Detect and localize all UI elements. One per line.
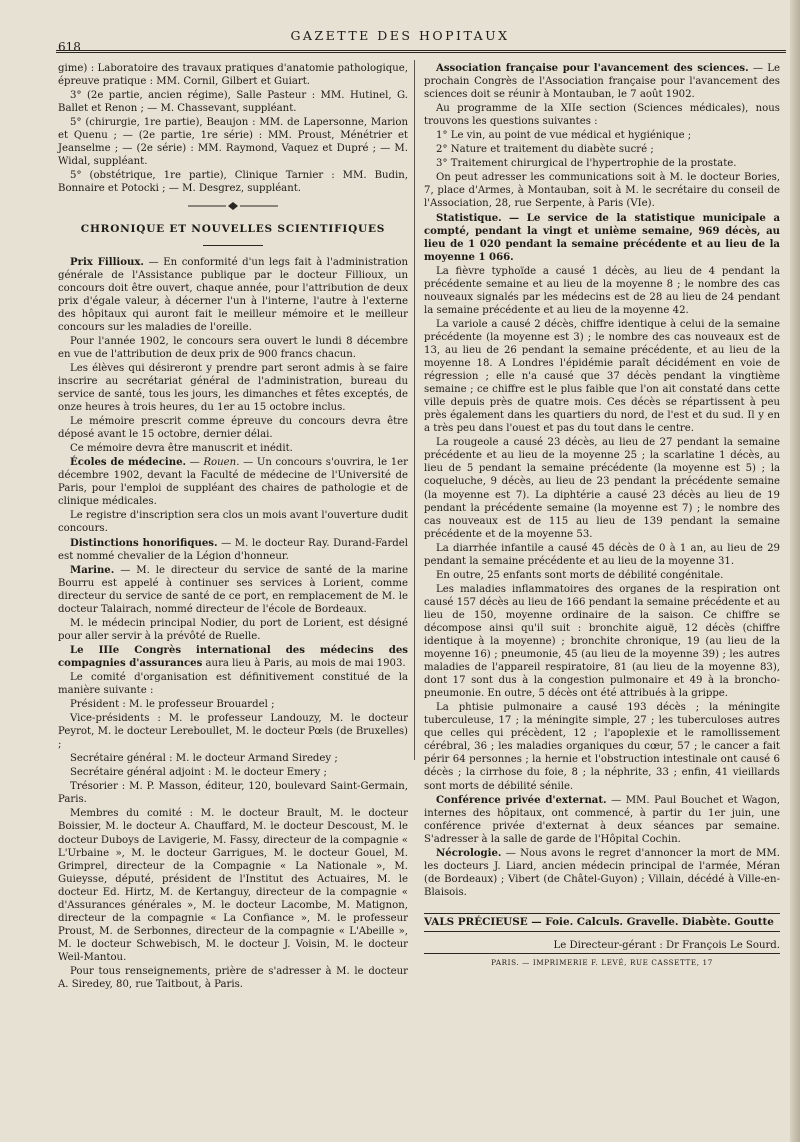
vals-advertisement: VALS PRÉCIEUSE — Foie. Calculs. Gravelle. Diabète. Goutte: [424, 913, 780, 932]
column-divider: [414, 60, 415, 760]
debilite-paragraph: En outre, 25 enfants sont morts de débilité congénitale.: [436, 569, 724, 581]
ecoles-text: — Un concours s'ouvrira, le 1er décembre 1902, devant la Faculté de médecine de l'Université de Paris, pour l'emploi de suppléant des chaires de pathologie et de clinique médicales.: [58, 457, 409, 508]
distinctions-heading: Distinctions honorifiques.: [70, 536, 218, 549]
section-rule: [203, 245, 263, 246]
prix-paragraph-2: Pour l'année 1902, le concours sera ouvert le lundi 8 décembre en vue de l'attribution de deux prix de 900 francs chacun.: [58, 335, 408, 360]
secretaire-adjoint-line: Secrétaire général adjoint : M. le docteur Emery ;: [70, 767, 327, 779]
ecoles-heading: Écoles de médecine.: [70, 456, 187, 469]
marine-text: — M. le directeur du service de santé de la marine Bourru est appelé à continuer ses services à Lorient, comme directeur du service de santé de ce port, en remplacement de M. le docteur Talairach, nommé directeur de l'école de Bordeaux.: [58, 564, 409, 615]
left-column: gime) : Laboratoire des travaux pratiques d'anatomie pathologique, épreuve pratique : MM. Cornil, Gilbert et Guiart. 3° (2e partie, ancien régime), Salle Pasteur : MM. Hutinel, G. Ballet et Renon ; — M. Chassevant, suppléant. 5° (chirurgie, 1re partie), Beaujon : MM. de Lapersonne, Marion et Quenu ; — (2e partie, 1re série) : MM. Proust, Ménétrier et Jeanselme ; — (2e série) : MM. Raymond, Vaquez et Dupré ; — M. Widal, suppléant. 5° (obstétrique, 1re partie), Clinique Tarnier : MM. Budin, Bonnaire et Potocki ; — M. Desgrez, suppléant. CHRONIQUE ET NOUVELLES SCIENTIFIQUES Prix Fillioux. — En conformité d'un legs fait à l'administration générale de l'Assistance publique par le docteur Fillioux, un concours doit être ouvert, chaque année, pour l'attribution de deux prix d'égale valeur, à décerner l'un à l'interne, l'autre à l'externe des hôpitaux qui auront fait le meilleur mémoire et le meilleur concours sur les maladies de l'oreille. Pour l'année 1902, le concours sera ouvert le lundi 8 décembre en vue de l'attribution de deux prix de 900 francs chacun. Les élèves qui désireront y prendre part seront admis à se faire inscrire au secrétariat général de l'administration, bureau du service de santé, tous les jours, les dimanches et fêtes exceptés, de onze heures à trois heures, du 1er au 15 octobre inclus. Le mémoire prescrit comme épreuve du concours devra être déposé avant le 15 octobre, dernier délai. Ce mémoire devra être manuscrit et inédit. Écoles de médecine. — Rouen. — Un concours s'ouvrira, le 1er décembre 1902, devant la Faculté de médecine de l'Université de Paris, pour l'emploi de suppléant des chaires de pathologie et de clinique médicales. Le registre d'inscription sera clos un mois avant l'ouverture dudit concours. Distinctions honorifiques. — M. le docteur Ray. Durand-Fardel est nommé chevalier de la Légion d'honneur. Marine. — M. le directeur du service de santé de la marine Bourru est appelé à continuer ses services à Lorient, comme directeur du service de santé de ce port, en remplacement de M. le docteur Talairach, nommé directeur de l'école de Bordeaux. M. le médecin principal Nodier, du port de Lorient, est désigné pour aller servir à la prévôté de Ruelle. Le IIIe Congrès international des médecins des compagnies d'assurances aura lieu à Paris, au mois de mai 1903. Le comité d'organisation est définitivement constitué de la manière suivante : Président : M. le professeur Brouardel ; Vice-présidents : M. le professeur Landouzy, M. le docteur Peyrot, M. le docteur Lereboullet, M. le docteur Pœls (de Bruxelles) ; Secrétaire général : M. le docteur Armand Siredey ; Secrétaire général adjoint : M. le docteur Emery ; Trésorier : M. P. Masson, éditeur, 120, boulevard Saint-Germain, Paris. Membres du comité : M. le docteur Brault, M. le docteur Boissier, M. le docteur A. Chauffard, M. le docteur Descoust, M. le docteur Duboys de Lavigerie, M. Fassy, directeur de la compagnie « L'Urbaine », M. le docteur Garrigues, M. le docteur Gouel, M. Grimprel, directeur de la Compagnie « La Nationale », M. Guieysse, député, président de l'Institut des Actuaires, M. le docteur Ed. Hirtz, M. de Kertanguy, directeur de la compagnie « d'Assurances générales », M. le docteur Lacombe, M. Matignon, directeur de la compagnie « La Confiance », M. le professeur Proust, M. de Serbonnes, directeur de la compagnie « L'Abeille », M. le docteur Schwebisch, M. le docteur J. Voisin, M. le docteur Weil-Mantou. Pour tous renseignements, prière de s'adresser à M. le docteur A. Siredey, 80, rue Taitbout, à Paris.: [58, 63, 409, 991]
president-line: Président : M. le professeur Brouardel ;: [70, 699, 275, 711]
renseignements-line: Pour tous renseignements, prière de s'adresser à M. le docteur A. Siredey, 80, rue Taitbout, à Paris.: [58, 966, 408, 991]
phtisie-paragraph: La phtisie pulmonaire a causé 193 décès ; la méningite tuberculeuse, 17 ; la méningite simple, 27 ; les tuberculoses autres que celles qui précèdent, 12 ; l'apoplexie et le ramollissement cérébral, 36 ; les maladies organiques du cœur, 57 ; le cancer a fait périr 64 personnes ; la hernie et l'obstruction intestinale ont causé 6 décès ; la cirrhose du foie, 8 ; la néphrite, 33 ; enfin, 41 vieillards sont morts de débilité sénile.: [424, 702, 780, 792]
question-3: 3° Traitement chirurgical de l'hypertrophie de la prostate.: [436, 158, 737, 170]
marine-paragraph-2: M. le médecin principal Nodier, du port de Lorient, est désigné pour aller servir à la prévôté de Ruelle.: [58, 617, 408, 642]
conference-text: — MM. Paul Bouchet et Wagon, internes des hôpitaux, ont commencé, à partir du 1er juin, une conférence privée d'externat à deux séances par semaine. S'adresser à la salle de garde de l'Hôpital Cochin.: [424, 794, 781, 845]
statistique-heading: Statistique.: [436, 211, 502, 224]
prix-paragraph-3: Les élèves qui désireront y prendre part seront admis à se faire inscrire au secrétariat général de l'administration, bureau du service de santé, tous les jours, les dimanches et fêtes exceptés, de onze heures à trois heures, du 1er au 15 octobre inclus.: [58, 362, 408, 414]
necrologie-text: — Nous avons le regret d'annoncer la mort de MM. les docteurs J. Liard, ancien médecin principal de l'armée, Méran (de Bordeaux) ; Vibert (de Châtel-Guyon) ; Villain, décédé à Ville-en-Blaisois.: [424, 847, 780, 898]
exam-paragraph-4: 5° (obstétrique, 1re partie), Clinique Tarnier : MM. Budin, Bonnaire et Potocki ; — M. Desgrez, suppléant.: [58, 170, 408, 195]
question-1: 1° Le vin, au point de vue médical et hygiénique ;: [436, 130, 692, 142]
membres-comite: Membres du comité : M. le docteur Brault, M. le docteur Boissier, M. le docteur A. Chauffard, M. le docteur Descoust, M. le docteur Duboys de Lavigerie, M. Fassy, directeur de la compagnie « L'Urbaine », M. le docteur Garrigues, M. le docteur Gouel, M. Grimprel, directeur de la Compagnie « La Nationale », M. Guieysse, député, président de l'Institut des Actuaires, M. le docteur Ed. Hirtz, M. de Kertanguy, directeur de la compagnie « d'Assurances générales », M. le docteur Lacombe, M. Matignon, directeur de la compagnie « La Confiance », M. le professeur Proust, M. de Serbonnes, directeur de la compagnie « L'Abeille », M. le docteur Schwebisch, M. le docteur J. Voisin, M. le docteur Weil-Mantou.: [58, 808, 408, 963]
diarrhee-paragraph: La diarrhée infantile a causé 45 décès de 0 à 1 an, au lieu de 29 pendant la semaine précédente et au lieu de la moyenne 31.: [424, 542, 780, 567]
prix-fillioux-heading: Prix Fillioux.: [70, 255, 144, 268]
exam-paragraph-1: gime) : Laboratoire des travaux pratiques d'anatomie pathologique, épreuve pratique : MM. Cornil, Gilbert et Guiart.: [58, 63, 408, 88]
prix-paragraph-5: Ce mémoire devra être manuscrit et inédit.: [70, 443, 293, 455]
exam-paragraph-2: 3° (2e partie, ancien régime), Salle Pasteur : MM. Hutinel, G. Ballet et Renon ; — M. Chassevant, suppléant.: [58, 90, 408, 115]
fievre-typhoide-paragraph: La fièvre typhoïde a causé 1 décès, au lieu de 4 pendant la précédente semaine et au lieu de la moyenne 8 ; le nombre des cas nouveaux signalés par les médecins est de 28 au lieu de 24 pendant la semaine précédente et au lieu de la moyenne 42.: [424, 265, 780, 316]
section-title: CHRONIQUE ET NOUVELLES SCIENTIFIQUES: [80, 223, 386, 236]
conference-heading: Conférence privée d'externat.: [436, 793, 607, 806]
right-column: [424, 62, 780, 969]
ecoles-city: Rouen.: [203, 457, 240, 469]
ornament-divider: [58, 201, 408, 213]
congres-text: aura lieu à Paris, au mois de mai 1903.: [205, 657, 406, 669]
association-paragraph-3: On peut adresser les communications soit à M. le docteur Bories, 7, place d'Armes, à Montauban, soit à M. le secrétaire du conseil de l'Association, 28, rue Serpente, à Paris (VIe).: [424, 172, 780, 210]
congres-heading: Le IIIe Congrès international des médecins des compagnies d'assurances: [58, 643, 408, 669]
association-text: — Le prochain Congrès de l'Association française pour l'avancement des sciences doit se réunir à Montauban, le 7 août 1902.: [424, 63, 780, 101]
prix-fillioux-text: — En conformité d'un legs fait à l'administration générale de l'Assistance publique par le docteur Fillioux, un concours doit être ouvert, chaque année, pour l'attribution de deux prix d'égale valeur, à décerner l'un à l'interne, l'autre à l'externe des hôpitaux qui auront fait le meilleur mémoire et le meilleur concours sur les maladies de l'oreille.: [58, 256, 409, 333]
tresorier-line: Trésorier : M. P. Masson, éditeur, 120, boulevard Saint-Germain, Paris.: [58, 781, 408, 806]
distinctions-text: — M. le docteur Ray. Durand-Fardel est nommé chevalier de la Légion d'honneur.: [58, 537, 408, 562]
congres-paragraph-2: Le comité d'organisation est définitivement constitué de la manière suivante :: [58, 671, 408, 697]
prix-paragraph-4: Le mémoire prescrit comme épreuve du concours devra être déposé avant le 15 octobre, dernier délai.: [58, 416, 408, 441]
association-paragraph-2: Au programme de la XIIe section (Sciences médicales), nous trouvons les questions suivantes :: [424, 103, 780, 128]
necrologie-heading: Nécrologie.: [436, 846, 502, 859]
directeur-gerant-line: Le Directeur-gérant : Dr François Le Sourd.: [424, 939, 780, 954]
vice-presidents-line: Vice-présidents : M. le professeur Landouzy, M. le docteur Peyrot, M. le docteur Lereboullet, M. le docteur Pœls (de Bruxelles) ;: [58, 713, 408, 751]
variole-paragraph: La variole a causé 2 décès, chiffre identique à celui de la semaine précédente (la moyenne est 3) ; le nombre des cas nouveaux est de 13, au lieu de 26 pendant la semaine précédente, et au lieu de la moyenne 18. A Londres l'épidémie paraît décidément en voie de régression ; elle n'a causé que 37 décès pendant la vingtième semaine ; ce chiffre est le plus faible que l'on ait constaté dans cette ville depuis près de quatre mois. Ces décès se répartissent à peu près également dans les quartiers du nord, de l'est et du sud. Il y en a très peu dans l'ouest et pas du tout dans le centre.: [424, 318, 780, 435]
question-2: 2° Nature et traitement du diabète sucré ;: [436, 144, 654, 156]
secretaire-general-line: Secrétaire général : M. le docteur Armand Siredey ;: [70, 753, 338, 765]
exam-paragraph-3: 5° (chirurgie, 1re partie), Beaujon : MM. de Lapersonne, Marion et Quenu ; — (2e partie, 1re série) : MM. Proust, Ménétrier et Jeanselme ; — (2e série) : MM. Raymond, Vaquez et Dupré ; — M. Widal, suppléant.: [58, 117, 408, 168]
journal-title: GAZETTE DES HOPITAUX: [290, 28, 510, 43]
inflammatoires-paragraph: Les maladies inflammatoires des organes de la respiration ont causé 157 décès au lieu de 166 pendant la semaine précédente et au lieu de 150, moyenne ordinaire de la saison. Ce chiffre se décompose ainsi qu'il suit : bronchite aiguë, 12 décès (chiffre identique à la moyenne) ; bronchite chronique, 19 (au lieu de la moyenne 16) ; pneumonie, 45 (au lieu de la moyenne 39) ; les autres maladies de l'appareil respiratoire, 81 (au lieu de la moyenne 83), dont 17 sont dus à la congestion pulmonaire et 49 à la broncho-pneumonie. En outre, 5 décès ont été attribués à la grippe.: [424, 583, 780, 700]
ecoles-paragraph-2: Le registre d'inscription sera clos un mois avant l'ouverture dudit concours.: [58, 510, 408, 535]
imprimerie-line: PARIS. — IMPRIMERIE F. LEVÉ, RUE CASSETTE, 17: [491, 958, 713, 968]
page-number: 618: [58, 40, 81, 54]
marine-heading: Marine.: [70, 563, 115, 576]
association-heading: Association française pour l'avancement des sciences.: [436, 62, 749, 74]
rougeole-paragraph: La rougeole a causé 23 décès, au lieu de 27 pendant la semaine précédente et au lieu de la moyenne 25 ; la scarlatine 1 décès, au lieu de 5 pendant la semaine précédente (la moyenne est 5) ; la coqueluche, 9 décès, au lieu de 23 pendant la précédente semaine (la moyenne est 7). La diphtérie a causé 23 décès au lieu de 19 pendant la précédente semaine (la moyenne est 7) ; le nombre des cas nouveaux est de 115 au lieu de 139 pendant la semaine précédente et de la moyenne 53.: [424, 437, 780, 540]
header-rule: [56, 50, 786, 53]
statistique-text: — Le service de la statistique municipale a compté, pendant la vingt et unième semaine, 969 décès, au lieu de 1 020 pendant la semaine précédente et au lieu de la moyenne 1 066.: [424, 211, 781, 263]
page-edge-shadow: [790, 0, 800, 1142]
